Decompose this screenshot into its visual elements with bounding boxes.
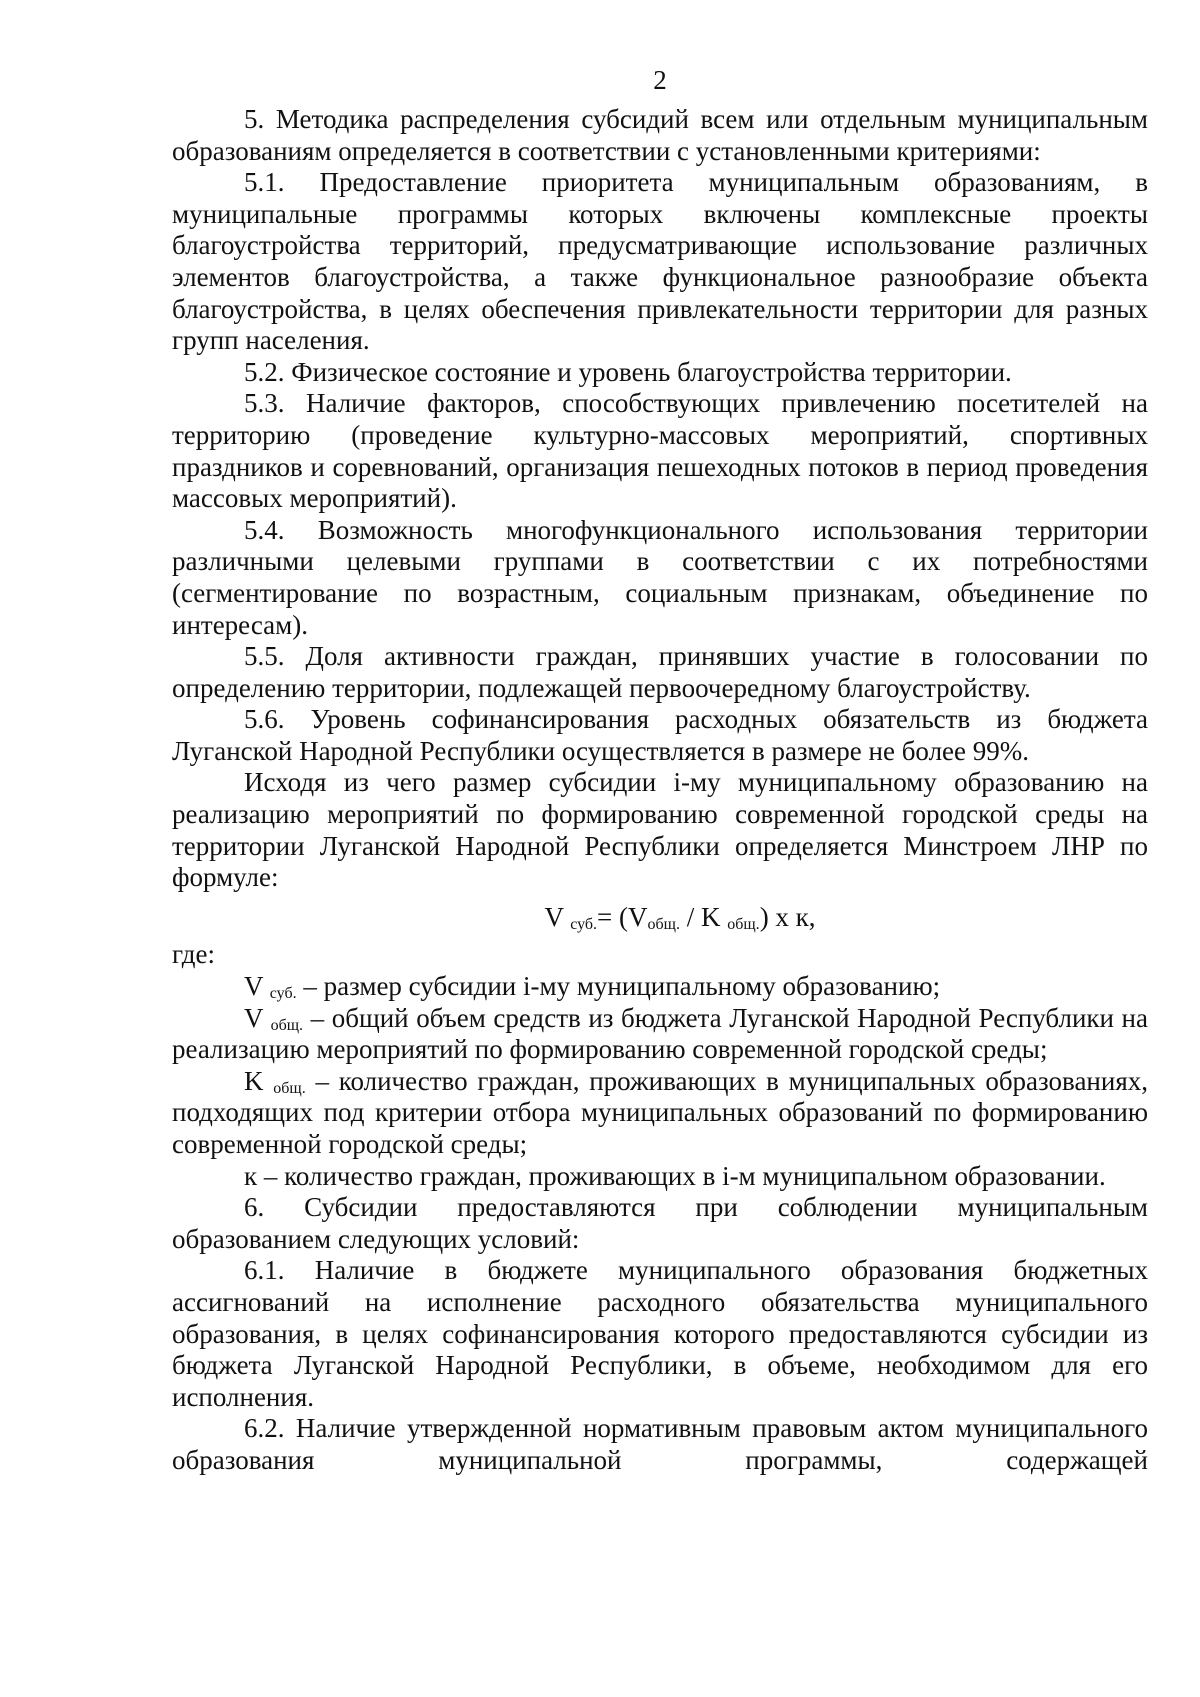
document-page [172,64,1148,1477]
formula-kob-sub: общ. [727,915,760,933]
definition-v-total [172,1003,1148,1066]
paragraph-5-1: 5.1. Предоставление приоритета муниципальным образованиям, в муниципальные программы которых включены комплексные проекты благоустройства территорий, предусматривающие использование различных элементов благоустройства, а также функциональное разнообразие объекта благоустройства, в целях обеспечения привлекательности территории для разных групп населения. [172,167,1148,356]
where-label: где: [172,939,215,970]
subsidy-formula [172,902,1148,934]
paragraph-5-5: 5.5. Доля активности граждан, принявших участие в голосовании по определению территории, подлежащей первоочередному благоустройству. [172,641,1148,703]
formula-eq-open: = (V [597,901,648,932]
formula-vob-sub: общ. [647,915,680,933]
paragraph-6-1: 6.1. Наличие в бюджете муниципального образования бюджетных ассигнований на исполнение расходного обязательства муниципального образования, в целях софинансирования которого предоставляются субсидии из бюджета Луганской Народной Республики, в объеме, необходимом для его исполнения. [172,1255,1148,1412]
formula-v-sub: суб. [570,915,598,933]
definition-text: – количество граждан, проживающих в муниципальных образованиях, подходящих под критерии отбора муниципальных образований по формированию современной городской среды; [172,1065,1148,1159]
paragraph-5-2: 5.2. Физическое состояние и уровень благоустройства территории. [244,356,1012,387]
formula-close: ) x к, [759,901,816,932]
definition-subscript: общ. [270,1016,304,1034]
definition-symbol: K [244,1065,274,1096]
definition-subscript: суб. [269,985,297,1003]
paragraph-6: 6. Субсидии предоставляются при соблюдении муниципальным образованием следующих условий: [172,1192,1148,1254]
definition-k [172,1161,1148,1193]
paragraph-formula-intro: Исходя из чего размер субсидии i-му муниципальному образованию на реализацию мероприятий по формированию современной городской среды на территории Луганской Народной Республики определяется Минстроем ЛНР по формуле: [172,767,1148,893]
definition-subscript: общ. [273,1079,306,1097]
definition-symbol: V [244,1002,271,1033]
definition-v-sub [172,971,1148,1003]
paragraph-5-6: 5.6. Уровень софинансирования расходных обязательств из бюджета Луганской Народной Республики осуществляется в размере не более 99%. [172,704,1148,766]
paragraph-5-3: 5.3. Наличие факторов, способствующих привлечению посетителей на территорию (проведение культурно-массовых мероприятий, спортивных праздников и соревнований, организация пешеходных потоков в период проведения массовых мероприятий). [172,388,1148,514]
definition-symbol: V [244,971,270,1002]
paragraph-5-4: 5.4. Возможность многофункционального использования территории различными целевыми группами в соответствии с их потребностями (сегментирование по возрастным, социальным признакам, объединение по интересам). [172,514,1148,640]
definition-k-total [172,1066,1148,1161]
definition-text: – размер субсидии i-му муниципальному образованию; [296,971,941,1002]
definition-text: к – количество граждан, проживающих в i-м муниципальном образовании. [244,1160,1106,1191]
page-number: 2 [653,65,667,95]
paragraph-5: 5. Методика распределения субсидий всем или отдельным муниципальным образованиям определяется в соответствии с установленными критериями: [172,104,1148,166]
formula-slash-k: / K [679,901,728,932]
paragraph-6-2: 6.2. Наличие утвержденной нормативным правовым актом муниципального образования муниципальной программы, содержащей [172,1413,1148,1475]
definition-text: – общий объем средств из бюджета Луганской Народной Республики на реализацию мероприятий по формированию современной городской среды; [172,1002,1148,1065]
formula-v: V [544,901,571,932]
